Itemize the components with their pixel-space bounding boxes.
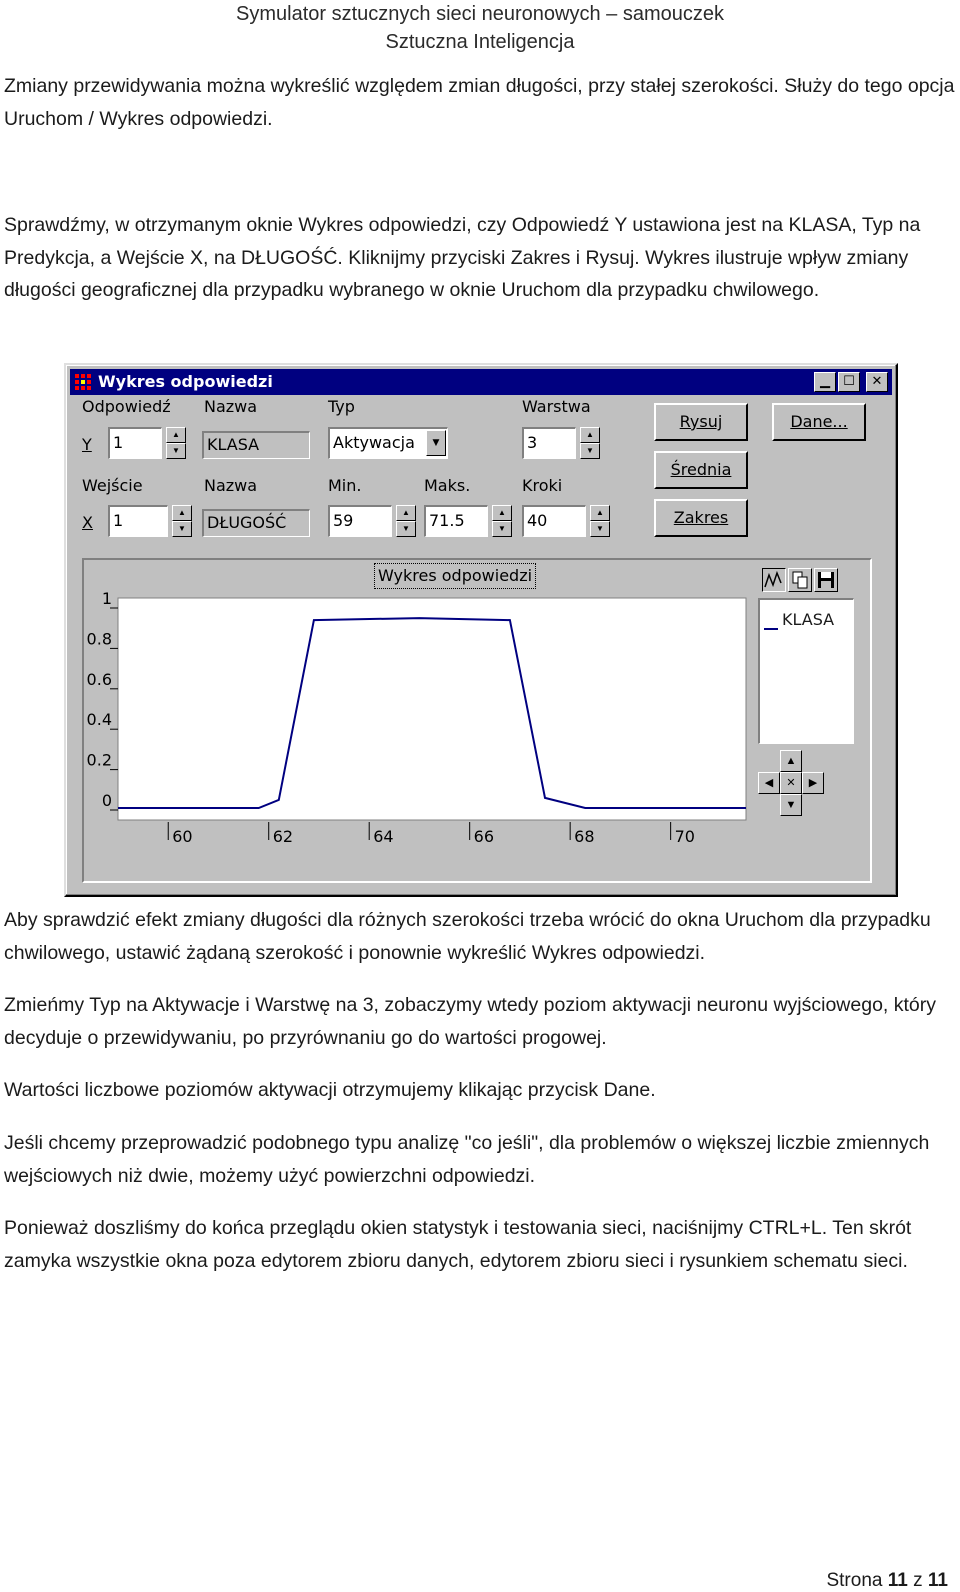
- plot-area: [118, 598, 746, 820]
- mean-button[interactable]: Średnia: [654, 451, 748, 489]
- close-button[interactable]: [866, 372, 888, 392]
- header-line-1: Symulator sztucznych sieci neuronowych – samouczek: [236, 3, 724, 25]
- chart-title[interactable]: Wykres odpowiedzi: [374, 563, 536, 589]
- y-name-field: KLASA: [202, 431, 310, 459]
- steps-spinner[interactable]: [590, 505, 610, 537]
- title-bar[interactable]: [70, 369, 892, 395]
- page-footer: [826, 1570, 948, 1592]
- footer-total: 11: [927, 1570, 948, 1591]
- spin-down-icon[interactable]: ▼: [492, 521, 512, 537]
- y-index-input[interactable]: 1: [108, 427, 162, 459]
- maximize-button[interactable]: [838, 372, 860, 392]
- header-line-2: Sztuczna Inteligencja: [385, 31, 575, 53]
- label-nazwa-2: Nazwa: [204, 476, 258, 495]
- min-input[interactable]: 59: [328, 505, 392, 537]
- paragraph-5: Wartości liczbowe poziomów aktywacji otrzymujemy klikając przycisk Dane.: [4, 1079, 656, 1101]
- save-icon: [815, 569, 837, 591]
- y-tick-label: 0.4: [86, 710, 112, 730]
- window-title: Wykres odpowiedzi: [98, 372, 273, 391]
- y-tick-label: 1: [101, 589, 112, 608]
- x-name-field: DŁUGOŚĆ: [202, 509, 310, 537]
- pan-down-button[interactable]: [780, 794, 802, 816]
- close-icon: ✕: [871, 374, 883, 389]
- pan-right-button[interactable]: [802, 772, 824, 794]
- range-button[interactable]: Zakres: [654, 499, 748, 537]
- label-kroki: Kroki: [522, 476, 563, 495]
- layer-input[interactable]: 3: [522, 427, 576, 459]
- spin-down-icon[interactable]: ▼: [396, 521, 416, 537]
- close-icon: ✕: [786, 777, 796, 789]
- response-plot-window: [64, 363, 898, 897]
- response-chart: [84, 560, 754, 860]
- spin-down-icon[interactable]: ▼: [166, 443, 186, 459]
- pan-left-button[interactable]: [758, 772, 780, 794]
- type-select[interactable]: [328, 427, 448, 459]
- spin-up-icon[interactable]: ▲: [492, 505, 512, 521]
- paragraph-7: Ponieważ doszliśmy do końca przeglądu okien statystyk i testowania sieci, naciśnijmy CTRL+L. Ten skrót zamyka wszystkie okna poza edytorem zbioru danych, edytorem zbioru sieci i rysunkiem schematu sieci.: [4, 1217, 912, 1272]
- arrow-right-icon: ▶: [808, 777, 818, 789]
- y-tick-label: 0.2: [86, 750, 112, 770]
- pan-up-button[interactable]: [780, 750, 802, 772]
- legend-swatch-klasa: [764, 628, 778, 630]
- x-tick-label: 60: [172, 827, 193, 846]
- spin-up-icon[interactable]: ▲: [166, 427, 186, 443]
- x-index-input[interactable]: 1: [108, 505, 168, 537]
- x-tick-label: 68: [574, 827, 595, 846]
- label-x: X: [82, 513, 93, 532]
- arrow-down-icon: ▼: [785, 799, 797, 811]
- label-y: Y: [82, 435, 92, 454]
- layer-spinner[interactable]: [580, 427, 600, 459]
- max-spinner[interactable]: [492, 505, 512, 537]
- paragraph-6: Jeśli chcemy przeprowadzić podobnego typu analizę "co jeśli", dla problemów o większej liczbie zmiennych wejściowych niż dwie, możemy użyć powierzchni odpowiedzi.: [4, 1132, 930, 1187]
- chart-legend: [758, 598, 854, 744]
- steps-input[interactable]: 40: [522, 505, 586, 537]
- copy-icon: [789, 569, 811, 591]
- label-nazwa-1: Nazwa: [204, 397, 258, 416]
- chart-line-icon: [763, 569, 785, 591]
- chevron-down-icon[interactable]: ▼: [426, 430, 446, 456]
- x-tick-label: 66: [473, 827, 495, 846]
- arrow-up-icon: ▲: [785, 755, 797, 767]
- x-tick-label: 64: [373, 827, 394, 846]
- spin-up-icon[interactable]: ▲: [172, 505, 192, 521]
- min-spinner[interactable]: [396, 505, 416, 537]
- draw-button[interactable]: Rysuj: [654, 403, 748, 441]
- chart-panel: [82, 558, 872, 883]
- paragraph-4: Zmieńmy Typ na Aktywacje i Warstwę na 3, zobaczymy wtedy poziom aktywacji neuronu wyjściowego, który decyduje o przewidywaniu, po przyrównaniu go do wartości progowej.: [4, 994, 937, 1049]
- save-tool[interactable]: [814, 568, 838, 592]
- spin-up-icon[interactable]: ▲: [580, 427, 600, 443]
- chart-line-tool[interactable]: [762, 568, 786, 592]
- spin-down-icon[interactable]: ▼: [590, 521, 610, 537]
- footer-page: 11: [887, 1570, 908, 1591]
- spin-down-icon[interactable]: ▼: [172, 521, 192, 537]
- legend-item-klasa: KLASA: [782, 610, 835, 629]
- footer-sep: z: [913, 1570, 923, 1591]
- paragraph-2: Sprawdźmy, w otrzymanym oknie Wykres odpowiedzi, czy Odpowiedź Y ustawiona jest na KLASA, Typ na Predykcja, a Wejście X, na DŁUGOŚĆ. Kliknijmy przyciski Zakres i Rysuj. Wykres ilustruje wpływ zmiany długości geograficznej dla przypadku wybranego w oknie Uruchom dla przypadku chwilowego.: [4, 214, 921, 301]
- paragraph-1: Zmiany przewidywania można wykreślić względem zmian długości, przy stałej szerokości. Służy do tego opcja Uruchom / Wykres odpowiedzi.: [4, 75, 955, 130]
- x-index-spinner[interactable]: [172, 505, 192, 537]
- spin-down-icon[interactable]: ▼: [580, 443, 600, 459]
- y-tick-label: 0.8: [86, 629, 112, 649]
- label-maks: Maks.: [424, 476, 471, 495]
- type-select-value: Aktywacja: [333, 433, 415, 452]
- data-button[interactable]: Dane...: [772, 403, 866, 441]
- label-warstwa: Warstwa: [522, 397, 591, 416]
- label-min: Min.: [328, 476, 362, 495]
- maximize-icon: ☐: [843, 374, 855, 389]
- y-index-spinner[interactable]: [166, 427, 186, 459]
- app-icon: [74, 373, 92, 391]
- minimize-button[interactable]: [814, 372, 836, 392]
- x-tick-label: 62: [272, 827, 294, 846]
- max-input[interactable]: 71.5: [424, 505, 488, 537]
- document-header: [0, 0, 960, 56]
- footer-prefix: Strona: [826, 1570, 883, 1591]
- x-tick-label: 70: [674, 827, 695, 846]
- label-odpowiedz: Odpowiedź: [82, 397, 171, 416]
- copy-tool[interactable]: [788, 568, 812, 592]
- label-typ: Typ: [328, 397, 355, 416]
- y-tick-label: 0.6: [86, 669, 112, 689]
- y-tick-label: 0: [101, 791, 112, 810]
- arrow-left-icon: ◀: [764, 777, 774, 789]
- minimize-icon: ▁: [820, 374, 830, 389]
- paragraph-3: Aby sprawdzić efekt zmiany długości dla różnych szerokości trzeba wrócić do okna Uruchom dla przypadku chwilowego, ustawić żądaną szerokość i ponownie wykreślić Wykres odpowiedzi.: [4, 909, 931, 964]
- spin-up-icon[interactable]: ▲: [396, 505, 416, 521]
- spin-up-icon[interactable]: ▲: [590, 505, 610, 521]
- label-wejscie: Wejście: [82, 476, 143, 495]
- reset-view-button[interactable]: [780, 772, 802, 794]
